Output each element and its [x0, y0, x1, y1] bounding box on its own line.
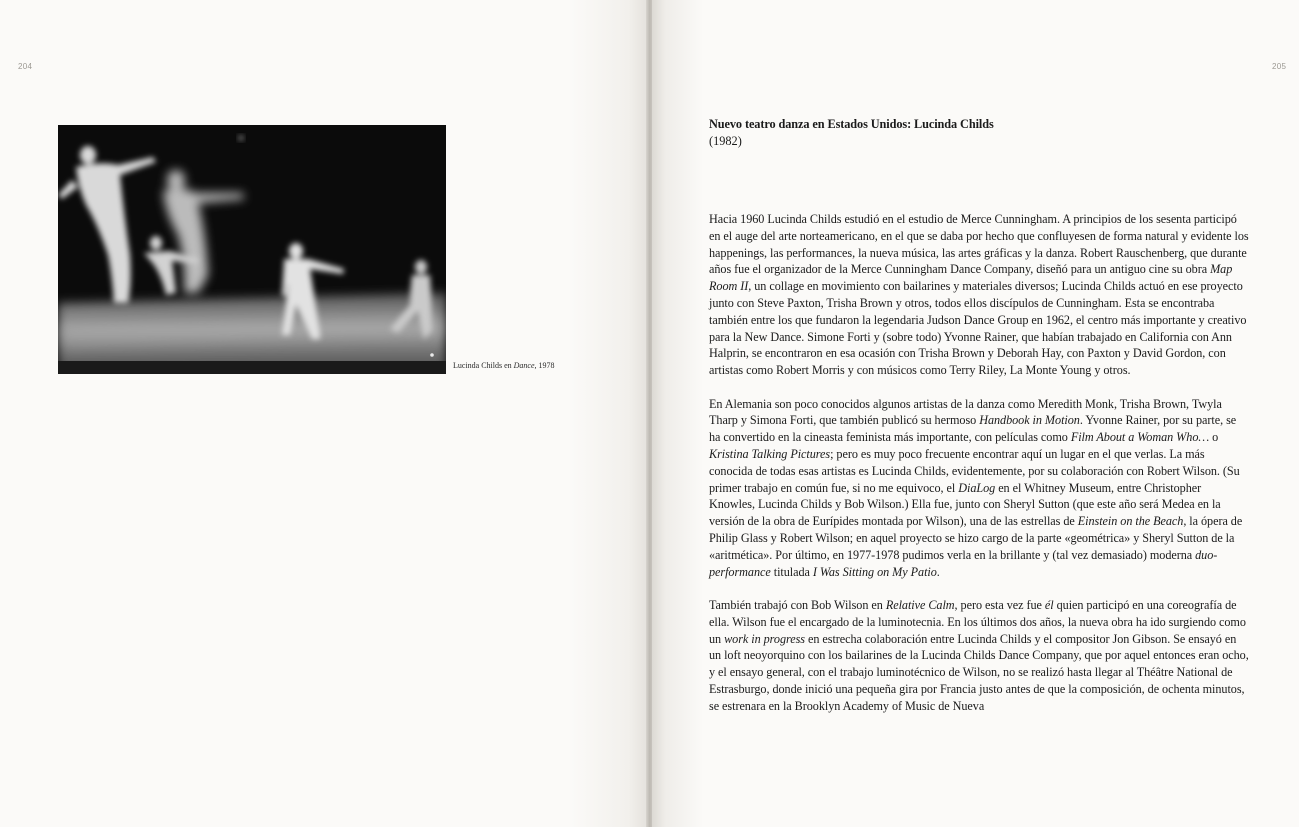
- dancers-image: [58, 125, 446, 374]
- text-run: en estrecha colaboración entre Lucinda Childs y el compositor Jon Gibson. Se ensayó en un loft neoyorquino con los bailarines de la Lucinda Childs Dance Company, que por aquel entonces eran ocho, y el ensayo general, con el trabajo luminotécnico de Wilson, no se realizó hasta llegar al Théâtre National de Estrasburgo, donde inició una pequeña gira por Francia justo antes de que la composición, de ochenta minutos, se estrenara en la Brooklyn Academy of Music de Nueva: [709, 631, 1249, 713]
- article: [709, 116, 1249, 715]
- text-run: .: [936, 564, 940, 579]
- italic-run: duo-performance: [709, 547, 1218, 579]
- italic-run: work in progress: [724, 631, 805, 646]
- italic-run: Handbook in Motion: [979, 413, 1080, 428]
- caption-year: , 1978: [534, 361, 555, 370]
- page-number-left: 204: [18, 62, 33, 71]
- italic-run: Relative Calm: [885, 597, 955, 612]
- caption-work-title: Dance: [513, 361, 535, 370]
- italic-run: I Was Sitting on My Patio: [812, 564, 937, 579]
- article-title: Nuevo teatro danza en Estados Unidos: Lucinda Childs: [709, 117, 994, 131]
- italic-run: Map Room II: [709, 262, 1233, 294]
- left-page: [0, 0, 648, 827]
- text-run: . Yvonne Rainer, por su parte, se ha convertido en la cineasta feminista más importante, con películas como: [709, 413, 1237, 445]
- italic-run: Einstein on the Beach: [1077, 514, 1184, 529]
- text-run: En Alemania son poco conocidos algunos artistas de la danza como Meredith Monk, Trisha Brown, Twyla Tharp y Simona Forti, que también publicó su hermoso: [709, 396, 1222, 428]
- text-run: , la ópera de Philip Glass y Robert Wilson; en aquel proyecto se hizo cargo de la parte «geométrica» y Sheryl Sutton de la «aritmética». Por último, en 1977-1978 pudimos verla en la brillante y (tal vez demasiado) moderna: [709, 514, 1243, 562]
- right-page: [652, 0, 1299, 827]
- italic-run: él: [1044, 597, 1054, 612]
- paragraph: [709, 211, 1249, 379]
- article-year: (1982): [709, 134, 742, 148]
- text-run: o: [1209, 430, 1219, 445]
- photo-caption: [453, 361, 555, 370]
- text-run: , un collage en movimiento con bailarines y materiales diversos; Lucinda Childs actuó en ese proyecto junto con Steve Paxton, Trisha Brown y otros, todos ellos discípulos de Cunningham. Esta se encontraba también entre los que fundaron la legendaria Judson Dance Group en 1962, el centro más importante y creativo para la New Dance. Simone Forti y (sobre todo) Yvonne Rainer, que habían trabajado en California con Ann Halprin, se encontraron en esa ocasión con Trisha Brown y Deborah Hay, con Paxton y David Gordon, con artistas como Robert Morris y con músicos como Terry Riley, La Monte Young y otros.: [709, 279, 1247, 378]
- page-number-right: 205: [1272, 62, 1287, 71]
- text-run: en el Whitney Museum, entre Christopher Knowles, Lucinda Childs y Bob Wilson.) Ella fue, junto con Sheryl Sutton (que este año será Medea en la versión de la obra de Eurípides montada por Wilson), una de las estrellas de: [709, 480, 1221, 529]
- italic-run: Kristina Talking Pictures: [709, 446, 831, 461]
- italic-run: Film About a Woman Who…: [1070, 430, 1210, 445]
- text-run: quien participó en una coreografía de ella. Wilson fue el encargado de la luminotecnia. En los últimos dos años, la nueva obra ha ido surgiendo como un: [709, 597, 1246, 646]
- text-run: titulada: [770, 564, 813, 579]
- text-run: , pero esta vez fue: [954, 597, 1045, 612]
- dance-photograph: [58, 125, 446, 374]
- italic-run: DiaLog: [958, 480, 996, 495]
- text-run: Hacia 1960 Lucinda Childs estudió en el estudio de Merce Cunningham. A principios de los sesenta participó en el auge del arte norteamericano, en el que se daba por hecho que confluyesen de forma natural y evidente los happenings, las performances, la nueva música, las artes gráficas y la danza. Robert Rauschenberg, que durante años fue el organizador de la Merce Cunningham Dance Company, diseñó para un antiguo cine su obra: [709, 212, 1249, 277]
- paragraph: [709, 597, 1249, 715]
- text-run: ; pero es muy poco frecuente encontrar aquí un lugar en el que verlas. La más conocida de todas esas artistas es Lucinda Childs, evidentemente, por su colaboración con Robert Wilson. (Su primer trabajo en común fue, si no me equivoco, el: [709, 446, 1240, 495]
- text-run: También trabajó con Bob Wilson en: [709, 597, 886, 612]
- caption-prefix: Lucinda Childs en: [453, 361, 514, 370]
- paragraph: [709, 396, 1249, 581]
